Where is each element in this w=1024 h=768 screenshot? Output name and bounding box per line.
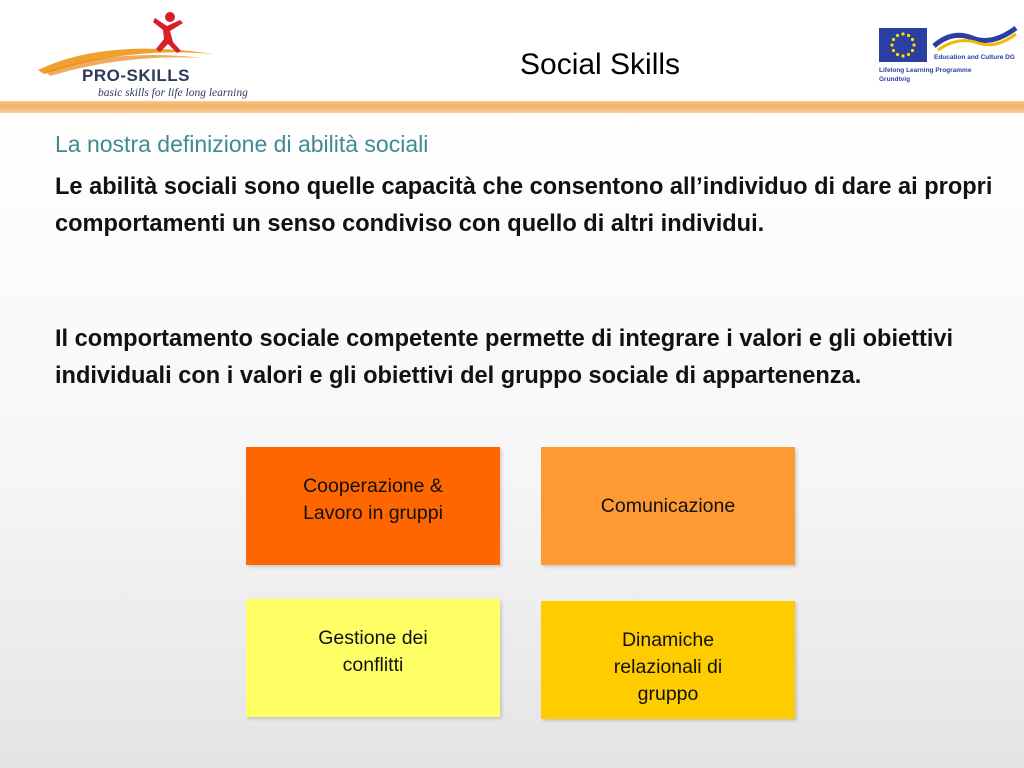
pro-skills-logo xyxy=(34,8,250,98)
box-label: Comunicazione xyxy=(600,494,736,517)
eu-lifelong-learning-logo xyxy=(876,24,1020,88)
slide-title: Social Skills xyxy=(520,48,681,81)
eu-text-programme xyxy=(879,66,971,84)
competence-paragraph: Il comportamento sociale competente permette di integrare i valori e gli obiettivi individuali con i valori e gli obiettivi del gruppo sociale di appartenenza. xyxy=(55,326,954,389)
box-dinamiche-relazionali xyxy=(541,601,795,719)
box-cooperazione xyxy=(246,447,500,565)
box-gestione-conflitti xyxy=(246,599,500,717)
eu-text-grundtvig: Grundtvig xyxy=(879,76,911,83)
lifelong-learning-wave-icon xyxy=(932,24,1018,52)
logo-name: PRO-SKILLS xyxy=(82,66,190,85)
eu-text-llp: Lifelong Learning Programme xyxy=(879,67,972,74)
box-label: Dinamiche relazionali di gruppo xyxy=(613,629,723,705)
header-divider-bar xyxy=(0,101,1024,113)
section-subtitle: La nostra definizione di abilità sociali xyxy=(55,131,429,157)
definition-paragraph: Le abilità sociali sono quelle capacità che consentono all’individuo di dare ai propri comportamenti un senso condiviso con quello di altri individui. xyxy=(55,174,993,237)
eu-text-dg: Education and Culture DG xyxy=(934,54,1015,61)
box-comunicazione xyxy=(541,447,795,565)
box-label: Gestione dei conflitti xyxy=(318,627,428,676)
box-label: Cooperazione & Lavoro in gruppi xyxy=(303,475,443,524)
logo-tagline: basic skills for life long learning xyxy=(98,87,248,99)
eu-flag-icon xyxy=(879,28,927,62)
header xyxy=(0,0,1024,104)
